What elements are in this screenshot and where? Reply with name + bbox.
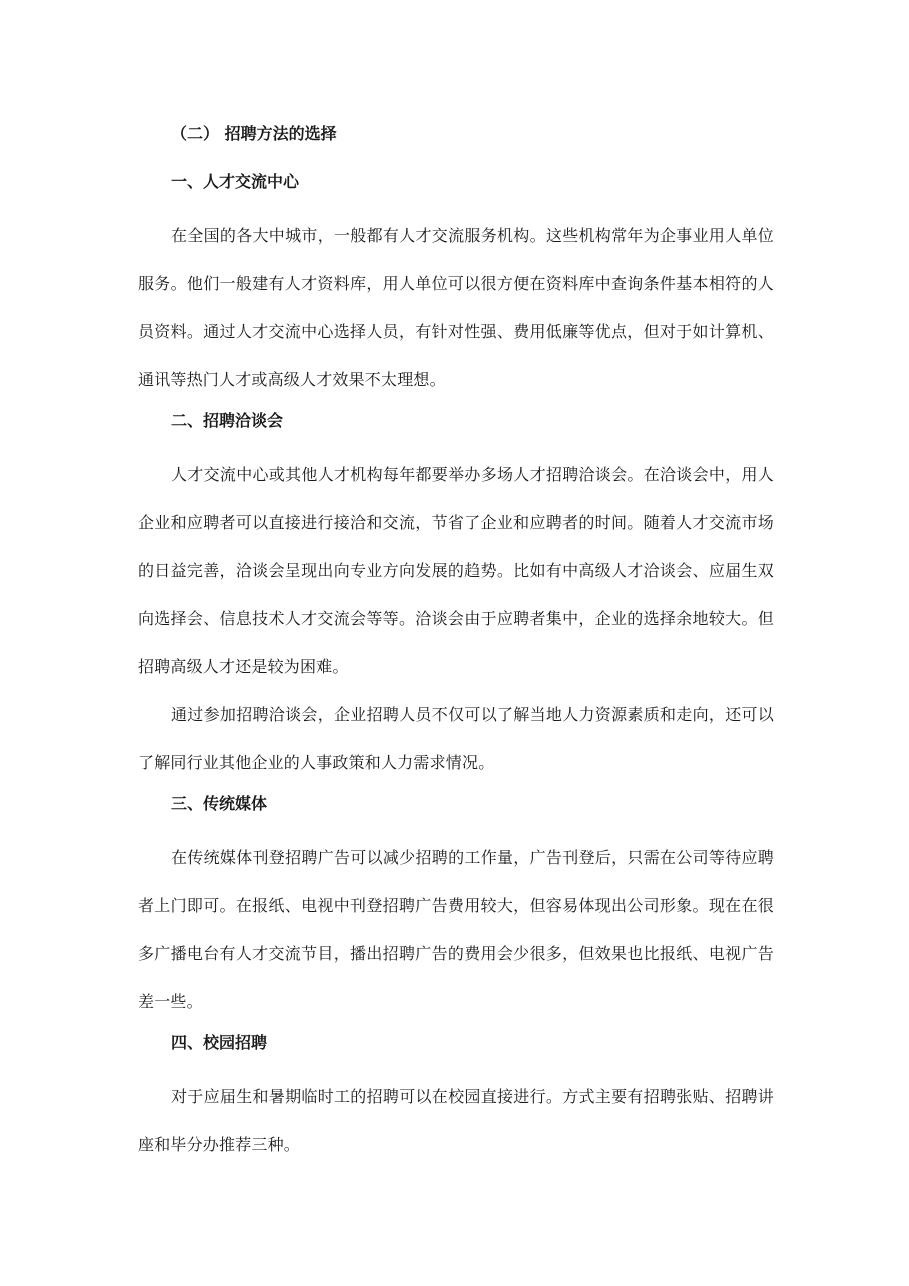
section-heading-3: 三、传统媒体 (171, 794, 268, 813)
section-heading-1: 一、人才交流中心 (171, 172, 300, 191)
paragraph-1-1: 在全国的各大中城市，一般都有人才交流服务机构。这些机构常年为企事业用人单位服务。他们一般建有人才资料库，用人单位可以很方便在资料库中查询条件基本相符的人员资料。通过人才交流中心选择人员，有针对性强、费用低廉等优点，但对于如计算机、通讯等热门人才或高级人才效果不太理想。 (138, 226, 774, 389)
paragraph-2-2: 通过参加招聘洽谈会，企业招聘人员不仅可以了解当地人力资源素质和走向，还可以了解同行业其他企业的人事政策和人力需求情况。 (138, 705, 774, 772)
section-heading-2: 二、招聘洽谈会 (171, 411, 284, 430)
paragraph-2-1: 人才交流中心或其他人才机构每年都要举办多场人才招聘洽谈会。在洽谈会中，用人企业和应聘者可以直接进行接洽和交流，节省了企业和应聘者的时间。随着人才交流市场的日益完善，洽谈会呈现出向专业方向发展的趋势。比如有中高级人才洽谈会、应届生双向选择会、信息技术人才交流会等等。洽谈会由于应聘者集中，企业的选择余地较大。但招聘高级人才还是较为困难。 (138, 465, 774, 676)
paragraph-3-1: 在传统媒体刊登招聘广告可以减少招聘的工作量，广告刊登后，只需在公司等待应聘者上门即可。在报纸、电视中刊登招聘广告费用较大，但容易体现出公司形象。现在在很多广播电台有人才交流节目，播出招聘广告的费用会少很多，但效果也比报纸、电视广告差一些。 (138, 848, 774, 1011)
document-content (138, 117, 774, 1169)
section-heading-4: 四、校园招聘 (171, 1033, 268, 1052)
paragraph-4-1: 对于应届生和暑期临时工的招聘可以在校园直接进行。方式主要有招聘张贴、招聘讲座和毕分办推荐三种。 (138, 1087, 774, 1154)
section-title: （二） 招聘方法的选择 (171, 124, 337, 143)
